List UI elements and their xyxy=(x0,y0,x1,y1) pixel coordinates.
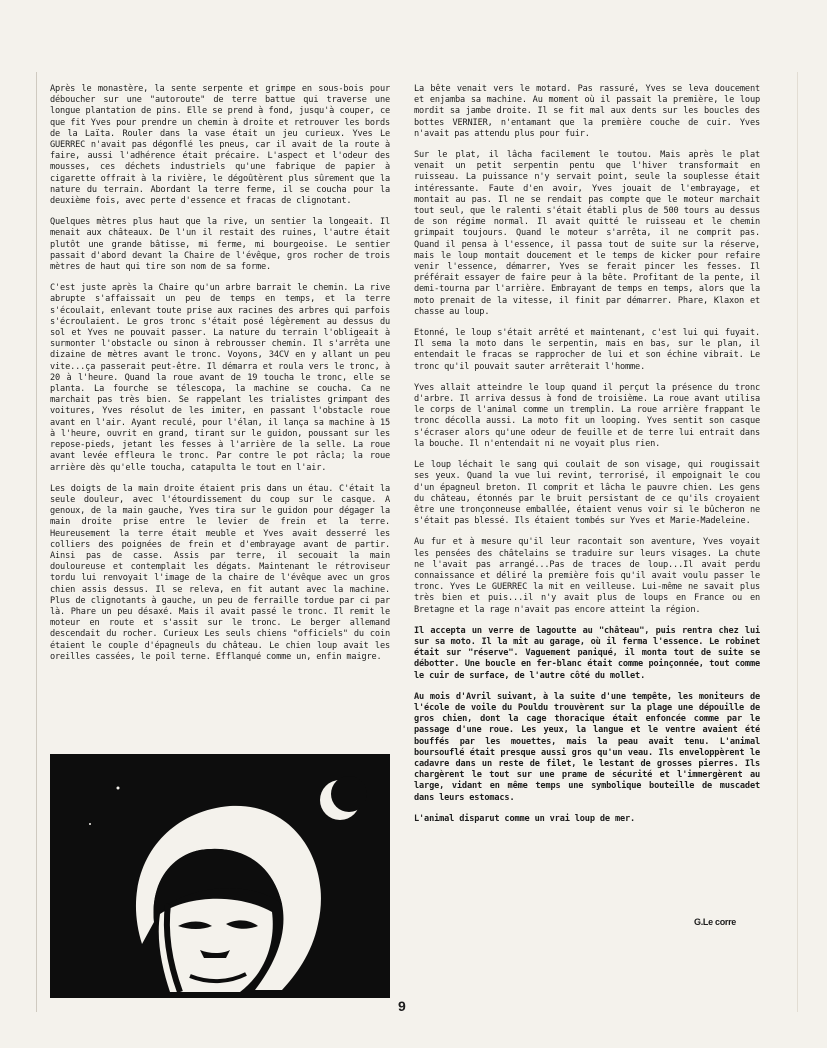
right-column xyxy=(414,84,760,835)
paragraph: Yves allait atteindre le loup quand il perçut la présence du tronc d'arbre. Il arriva dessus à fond de troisième. La roue avant utilisa le corps de l'animal comme un tremplin. La roue arrière frappant le tronc décolla aussi. La moto fit un looping. Yves sentit son casque s'écraser alors qu'une odeur de feuille et de terre lui entrait dans la bouche. Il n'entendait ni ne voyait plus rien. xyxy=(414,382,760,449)
paragraph: Etonné, le loup s'était arrêté et maintenant, c'est lui qui fuyait. Il sema la moto dans le serpentin, mais en bas, sur le plan, il entendait le fracas se rapprocher de lui et son échine vibrait. Le tronc qu'il pouvait sauter arrêterait l'homme. xyxy=(414,328,760,372)
helmet-moon-drawing xyxy=(50,754,390,998)
page-number: 9 xyxy=(398,998,406,1014)
paragraph: Les doigts de la main droite étaient pris dans un étau. C'était la seule douleur, avec l'étourdissement du coup sur le casque. A genoux, de la main gauche, Yves tira sur le guidon pour dégager la main droite prise entre le levier de frein et la terre. Heureusement la terre était meuble et Yves avait desserré les colliers des poignées de frein et d'embrayage avant de partir. Ainsi pas de casse. Assis par terre, il secouait la main douloureuse et contemplait les dégats. Maintenant le rétroviseur tordu lui renvoyait l'image de la chaire de l'évêque avec un gros chien assis dessus. Il se releva, en fit autant avec la machine. Plus de clignotants à gauche, un peu de ferraille tordue par ci par là. Phare un peu désaxé. Mais il avait passé le tronc. Il remit le moteur en route et s'assit sur le tronc. Le berger allemand descendait du rocher. Curieux Les seuls chiens "officiels" du coin étaient le couple d'épagneuls du château. Le chien loup avait les oreilles cassées, le poil terne. Efflanqué comme un, enfin maigre. xyxy=(50,483,390,662)
paragraph: Après le monastère, la sente serpente et grimpe en sous-bois pour déboucher sur une "autoroute" de terre battue qui traverse une longue plantation de pins. Elle se prend à fond, jusqu'à couper, ce que fit Yves pour prendre un chemin à droite et retrouver les bords de la Laïta. Rouler dans la vase était un jeu curieux. Yves Le GUERREC n'avait pas dégonflé les pneus, car il avait de la route à faire, aussi l'adhérence était précaire. L'aspect et l'odeur des mousses, ces déchets industriels qu'une fabrique de papier à cigarette offrait à la rivière, le dégoûtèrent plus sûrement que la nature du terrain. Abordant la terre ferme, il se coucha pour la deuxième fois, avec perte d'essence et fracas de clignotant. xyxy=(50,84,390,207)
left-column xyxy=(50,84,390,673)
paragraph: Au fur et à mesure qu'il leur racontait son aventure, Yves voyait les pensées des châtelains se traduire sur leurs visages. La chute ne l'avait pas arrangé...Pas de traces de loup...Il avait perdu connaissance et déliré la première fois qu'il avait voulu passer le tronc. Yves Le GUERREC la mit en veilleuse. Lui-même ne savait plus très bien et puis...il n'y avait plus de loups en France ou en Bretagne et la rage n'avait pas encore atteint la région. xyxy=(414,537,760,615)
paragraph: La bête venait vers le motard. Pas rassuré, Yves se leva doucement et enjamba sa machine. Au moment où il passait la première, le loup mordit sa jambe droite. Il se fit mal aux dents sur les boucles des bottes VERNIER, n'entamant que la première couche de cuir. Yves n'avait pas attendu plus pour fuir. xyxy=(414,84,760,139)
bold-section xyxy=(414,626,760,825)
paragraph: Le loup léchait le sang qui coulait de son visage, qui rougissait ses yeux. Quand la vue lui revint, terrorisé, il empoignait le cou d'un épagneul breton. Il comprit et lâcha le pauvre chien. Les gens du château, étonnés par le bruit persistant de ce qu'ils croyaient être une tronçonneuse emballée, étaient venus voir si le bûcheron ne s'était pas blessé. Ils étaient tombés sur Yves et Marie-Madeleine. xyxy=(414,460,760,527)
illustration-helmeted-rider xyxy=(50,754,390,998)
author-signature: G.Le corre xyxy=(694,917,737,927)
paragraph: C'est juste après la Chaire qu'un arbre barrait le chemin. La rive abrupte s'affaissait un peu de temps en temps, et la terre s'écoulait, enlevant toute prise aux racines des arbres qui parfois s'écroulaient. Le gros tronc s'était posé légèrement au dessus du sol et Yves ne pouvait passer. La nature du terrain l'obligeait à surmonter l'obstacle ou sinon à rebrousser chemin. Il s'arrêta une dizaine de mètres avant le tronc. Voyons, 34CV en y allant un peu vite...ça passerait peut-être. Il démarra et roula vers le tronc, à 20 à l'heure. Quand la roue avant de 19 toucha le tronc, elle se planta. La fourche se télescopa, la machine se coucha. Ca ne marchait pas très bien. Se rappelant les trialistes grimpant des voitures, Yves résolut de les imiter, en passant l'obstacle roue avant en l'air. Ayant reculé, pour l'élan, il lança sa machine à 15 à l'heure, ouvrit en grand, tirant sur le guidon, poussant sur les repose-pieds, jetant les fesses à l'arrière de la selle. La roue avant levée effleura le tronc. Par contre le pot râcla; la roue arrière dès qu'elle toucha, catapulta le tout en l'air. xyxy=(50,283,390,473)
paragraph: Il accepta un verre de lagoutte au "château", puis rentra chez lui sur sa moto. Il la mit au garage, où il ferma l'essence. Le robinet était sur "réserve". Vaguement paniqué, il monta tout de suite se débotter. Une boucle en fer-blanc était comme poinçonnée, tout comme le cuir de surface, de l'autre côté du mollet. xyxy=(414,625,760,681)
paragraph: Quelques mètres plus haut que la rive, un sentier la longeait. Il menait aux châteaux. De l'un il restait des ruines, l'autre était plutôt une grande bâtisse, mi ferme, mi bourgeoise. Le sentier passait d'abord devant la Chaire de l'évêque, gros rocher de trois mètres de haut qui tire son nom de sa forme. xyxy=(50,217,390,273)
paragraph: L'animal disparut comme un vrai loup de mer. xyxy=(414,813,636,824)
paragraph: Sur le plat, il lâcha facilement le toutou. Mais après le plat venait un petit serpentin pentu que l'hiver transformait en ruisseau. La puissance n'y servait point, seule la souplesse était intéressante. Faute d'en avoir, Yves jouait de l'embrayage, et montait au pas. Il ne se rendait pas compte que le moteur marchait tout seul, que le ralenti s'était établi plus de 500 tours au dessus de son régime normal. Il avait quitté le ruisseau et le chemin grimpait toujours. Quand le moteur s'arrêta, il ne comprit pas. Quand il pensa à l'essence, il passa tout de suite sur la réserve, mais le loup montait doucement et le temps de kicker pour refaire venir l'essence, démarrer, Yves se ferait pincer les fesses. Il préférait essayer de faire peur à la bête. Profitant de la pente, il demi-tourna par l'arrière. Embrayant de temps en temps, alors que la moto prenait de la vitesse, il finit par démarrer. Phare, Klaxon et chasse au loup. xyxy=(414,150,760,317)
paragraph: Au mois d'Avril suivant, à la suite d'une tempête, les moniteurs de l'école de voile du Pouldu trouvèrent sur la plage une dépouille de gros chien, dont la cage thoracique était enfoncée comme par le passage d'une roue. Les yeux, la langue et le ventre avaient été bouffés par les mouettes, mais la peau avait tenu. L'animal boursouflé était presque aussi gros qu'un veau. Ils enveloppèrent le cadavre dans un reste de filet, le lestant de grosses pierres. Ils chargèrent le tout sur une prame de sécurité et l'immergèrent au large, vidant en même temps une symbolique bouteille de muscadet dans leurs estomacs. xyxy=(414,691,760,803)
